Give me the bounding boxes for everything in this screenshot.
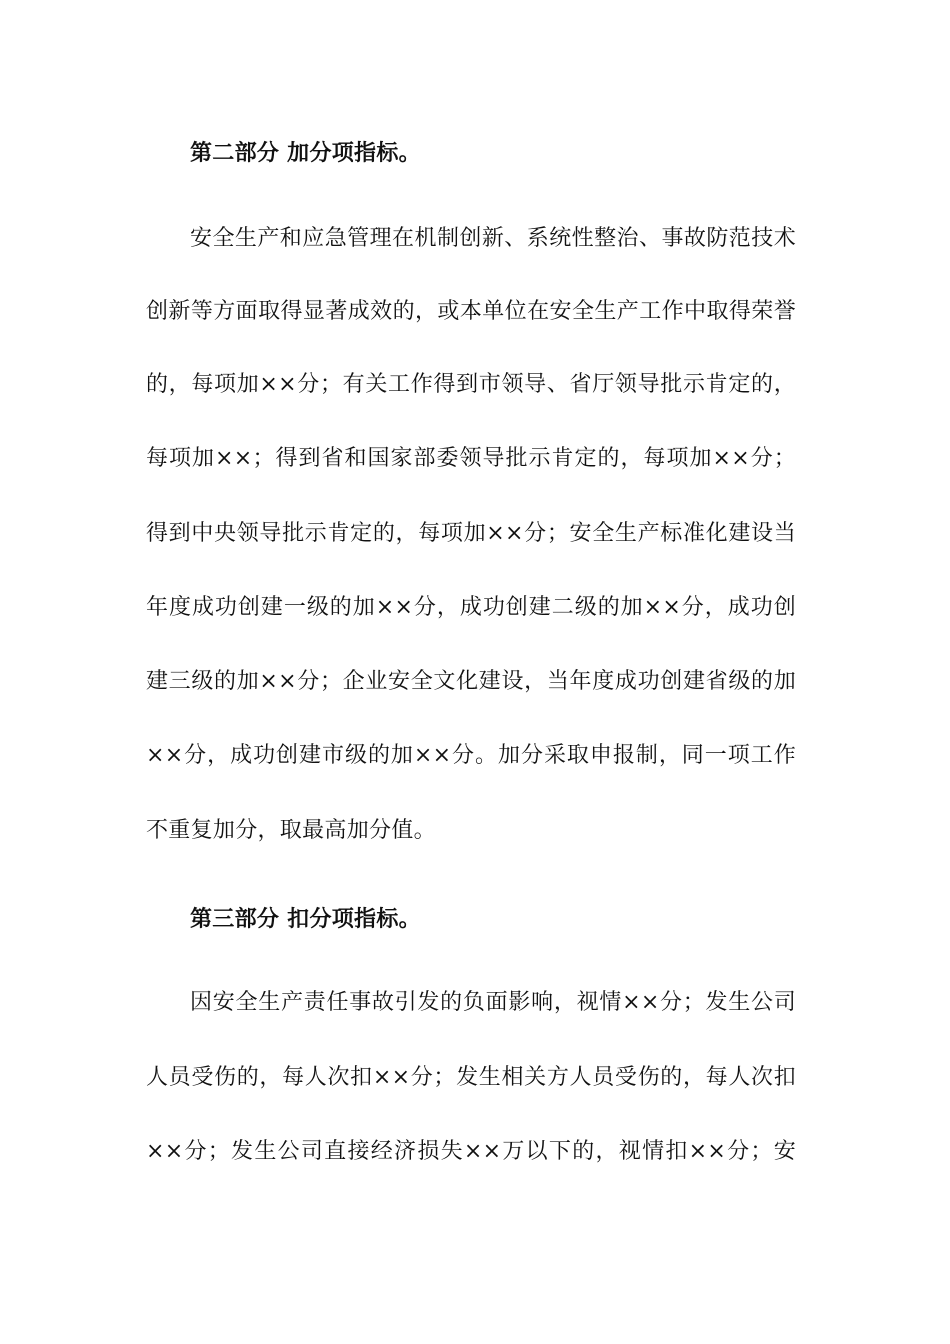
paragraph-line: 创新等方面取得显著成效的，或本单位在安全生产工作中取得荣誉 [146, 299, 796, 324]
paragraph-line: ××分；发生公司直接经济损失××万以下的，视情扣××分；安 [146, 1139, 796, 1164]
section-heading-bonus: 第二部分 加分项指标。 [190, 140, 421, 166]
paragraph-line: 得到中央领导批示肯定的，每项加××分；安全生产标准化建设当 [146, 521, 796, 546]
paragraph-line: 人员受伤的，每人次扣××分；发生相关方人员受伤的，每人次扣 [146, 1065, 796, 1090]
paragraph-line: 安全生产和应急管理在机制创新、系统性整治、事故防范技术 [190, 226, 796, 251]
paragraph-line: 年度成功创建一级的加××分，成功创建二级的加××分，成功创 [146, 595, 796, 620]
paragraph-line: 不重复加分，取最高加分值。 [146, 818, 436, 843]
paragraph-line: 因安全生产责任事故引发的负面影响，视情××分；发生公司 [190, 990, 796, 1015]
section-heading-deduction: 第三部分 扣分项指标。 [190, 906, 421, 932]
paragraph-line: 建三级的加××分；企业安全文化建设，当年度成功创建省级的加 [146, 669, 796, 694]
paragraph-line: 的，每项加××分；有关工作得到市领导、省厅领导批示肯定的， [146, 372, 796, 397]
paragraph-line: ××分，成功创建市级的加××分。加分采取申报制，同一项工作 [146, 743, 796, 768]
paragraph-line: 每项加××；得到省和国家部委领导批示肯定的，每项加××分； [146, 446, 796, 471]
